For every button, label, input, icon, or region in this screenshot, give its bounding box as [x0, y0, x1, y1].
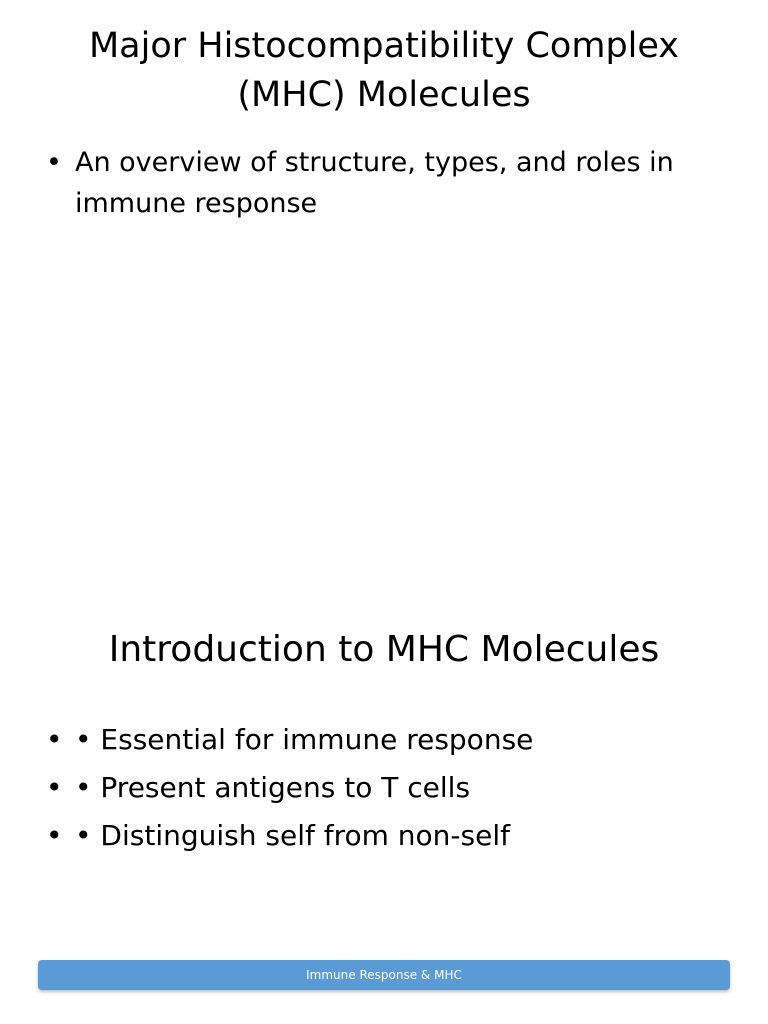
slide-2-bullet-list	[46, 716, 706, 860]
bullet-text: • Distinguish self from non-self	[75, 819, 510, 852]
bullet-icon: •	[46, 147, 62, 178]
bullet-text: • Present antigens to T cells	[75, 771, 471, 804]
footer-text: Immune Response & MHC	[306, 968, 462, 982]
bullet-text: An overview of structure, types, and roles in immune response	[75, 147, 674, 219]
bullet-icon: •	[46, 771, 63, 804]
bullet-text: • Essential for immune response	[75, 723, 534, 756]
slide-2-title: Introduction to MHC Molecules	[108, 629, 660, 670]
bullet-icon: •	[46, 723, 63, 756]
slide-1-bullet-list	[46, 142, 706, 224]
bullet-icon: •	[46, 819, 63, 852]
list-item	[46, 812, 706, 860]
slide-1-title: Major Histocompatibility Complex (MHC) Molecules	[88, 26, 680, 115]
list-item	[46, 764, 706, 812]
list-item	[46, 142, 706, 224]
footer-bar	[38, 960, 730, 990]
slide-2	[0, 512, 768, 1024]
list-item	[46, 716, 706, 764]
